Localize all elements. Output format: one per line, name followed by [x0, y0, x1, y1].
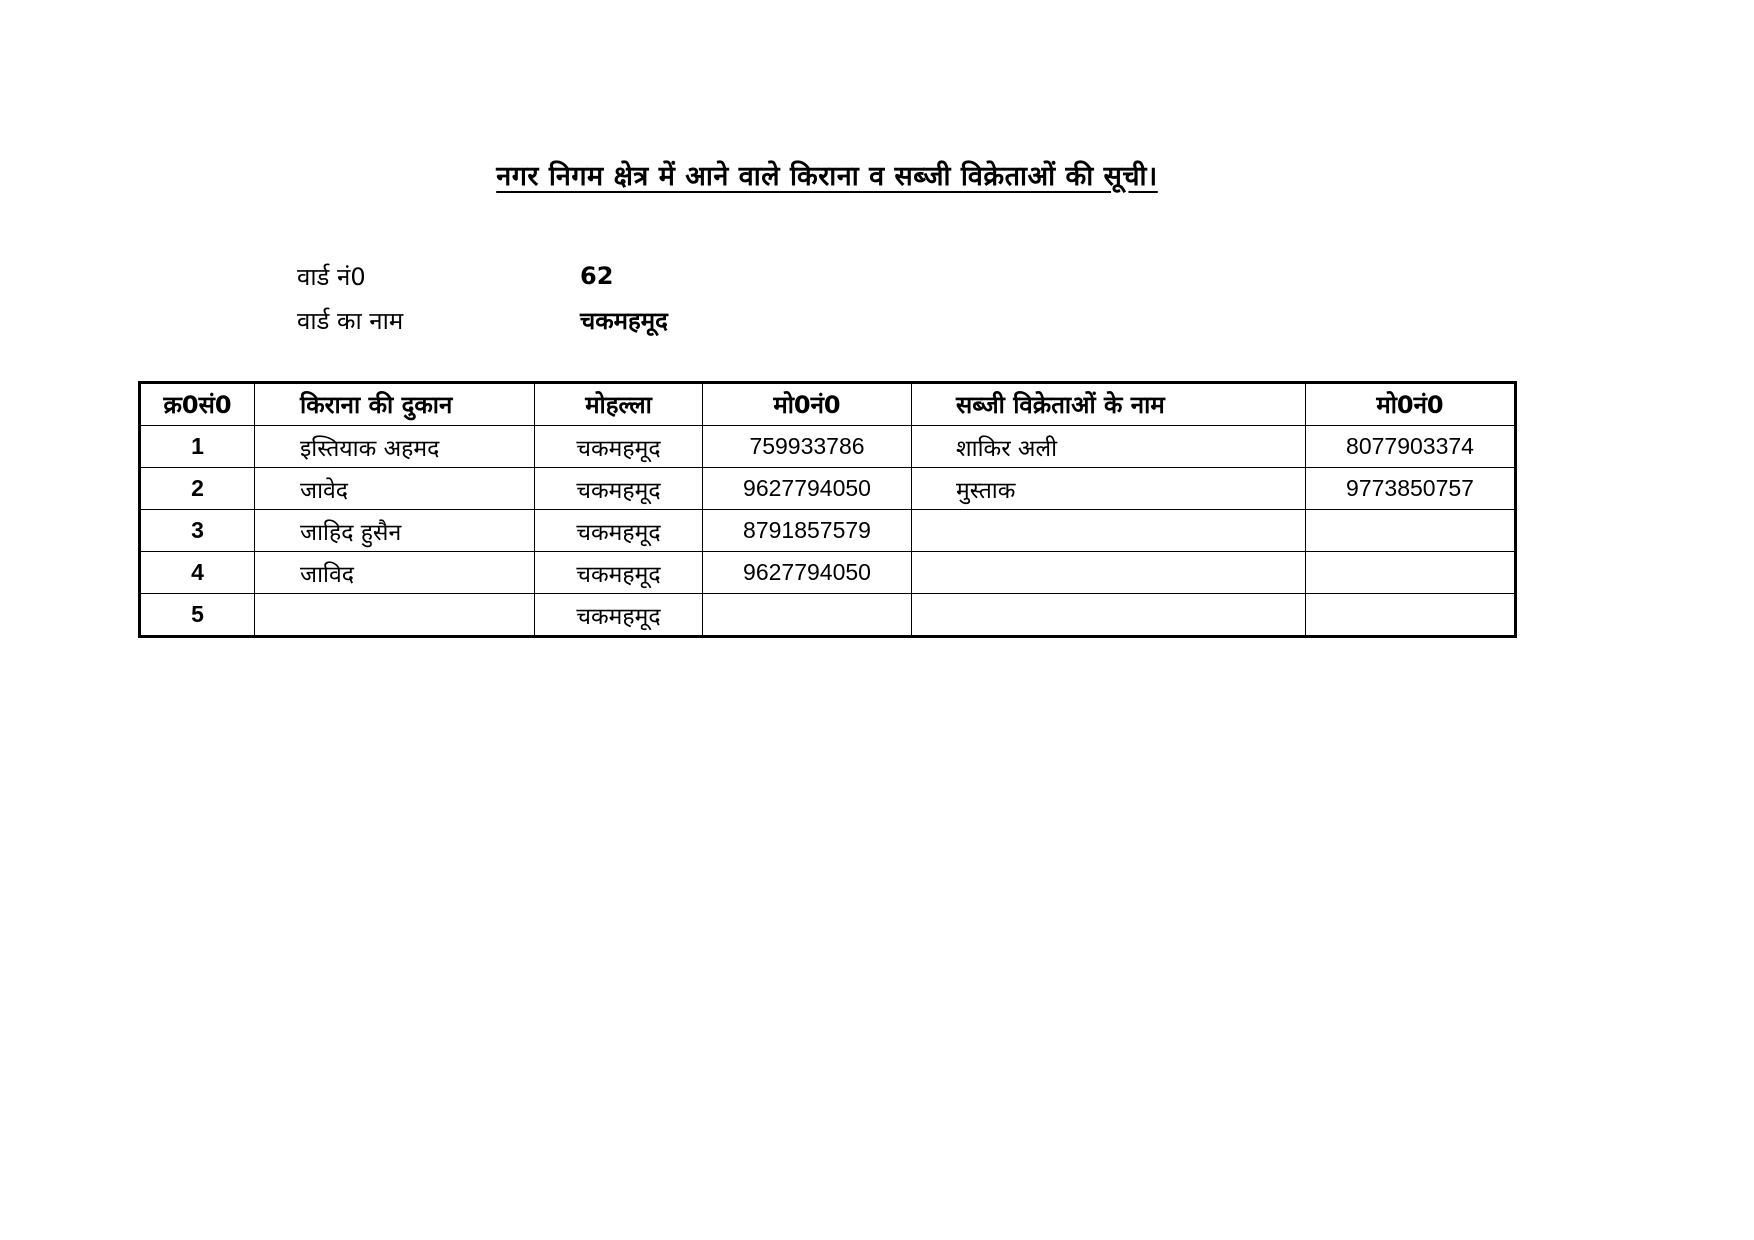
ward-number-label: वार्ड नं0 — [297, 262, 366, 291]
header-vegetable-seller: सब्जी विक्रेताओं के नाम — [912, 383, 1306, 426]
cell-grocery-shop: जावेद — [255, 468, 535, 510]
cell-mobile-vegetable: 8077903374 — [1306, 426, 1516, 468]
table-header-row — [140, 383, 1516, 426]
cell-mobile-grocery: 9627794050 — [703, 468, 912, 510]
cell-mobile-grocery — [703, 594, 912, 637]
cell-mohalla: चकमहमूद — [535, 426, 703, 468]
table-row — [140, 426, 1516, 468]
cell-grocery-shop: जाहिद हुसैन — [255, 510, 535, 552]
header-mohalla: मोहल्ला — [535, 383, 703, 426]
cell-mobile-grocery: 8791857579 — [703, 510, 912, 552]
cell-serial-no: 3 — [140, 510, 255, 552]
cell-mobile-grocery: 759933786 — [703, 426, 912, 468]
cell-mobile-grocery: 9627794050 — [703, 552, 912, 594]
cell-serial-no: 2 — [140, 468, 255, 510]
cell-mohalla: चकमहमूद — [535, 468, 703, 510]
cell-mohalla: चकमहमूद — [535, 510, 703, 552]
ward-name-label: वार्ड का नाम — [297, 306, 404, 335]
cell-vegetable-seller — [912, 552, 1306, 594]
cell-vegetable-seller — [912, 594, 1306, 637]
table-row — [140, 510, 1516, 552]
page-title: नगर निगम क्षेत्र में आने वाले किराना व सब्जी विक्रेताओं की सूची। — [496, 161, 1158, 192]
header-mobile-grocery: मो0नं0 — [703, 383, 912, 426]
header-grocery-shop: किराना की दुकान — [255, 383, 535, 426]
cell-serial-no: 4 — [140, 552, 255, 594]
cell-mobile-vegetable — [1306, 594, 1516, 637]
header-serial-no: क्र0सं0 — [140, 383, 255, 426]
vendor-table — [138, 381, 1517, 638]
cell-serial-no: 1 — [140, 426, 255, 468]
header-mobile-vegetable: मो0नं0 — [1306, 383, 1516, 426]
ward-name-row — [297, 298, 668, 342]
ward-number-row — [297, 254, 668, 298]
ward-name-value: चकमहमूद — [580, 306, 668, 335]
cell-vegetable-seller: मुस्ताक — [912, 468, 1306, 510]
cell-grocery-shop: इस्तियाक अहमद — [255, 426, 535, 468]
cell-grocery-shop: जाविद — [255, 552, 535, 594]
table-row — [140, 594, 1516, 637]
cell-vegetable-seller — [912, 510, 1306, 552]
cell-mohalla: चकमहमूद — [535, 594, 703, 637]
cell-mobile-vegetable — [1306, 552, 1516, 594]
cell-vegetable-seller: शाकिर अली — [912, 426, 1306, 468]
table-row — [140, 552, 1516, 594]
cell-mobile-vegetable — [1306, 510, 1516, 552]
cell-mobile-vegetable: 9773850757 — [1306, 468, 1516, 510]
cell-mohalla: चकमहमूद — [535, 552, 703, 594]
ward-number-value: 62 — [580, 262, 614, 290]
table-row — [140, 468, 1516, 510]
ward-info — [297, 254, 668, 342]
cell-serial-no: 5 — [140, 594, 255, 637]
cell-grocery-shop — [255, 594, 535, 637]
